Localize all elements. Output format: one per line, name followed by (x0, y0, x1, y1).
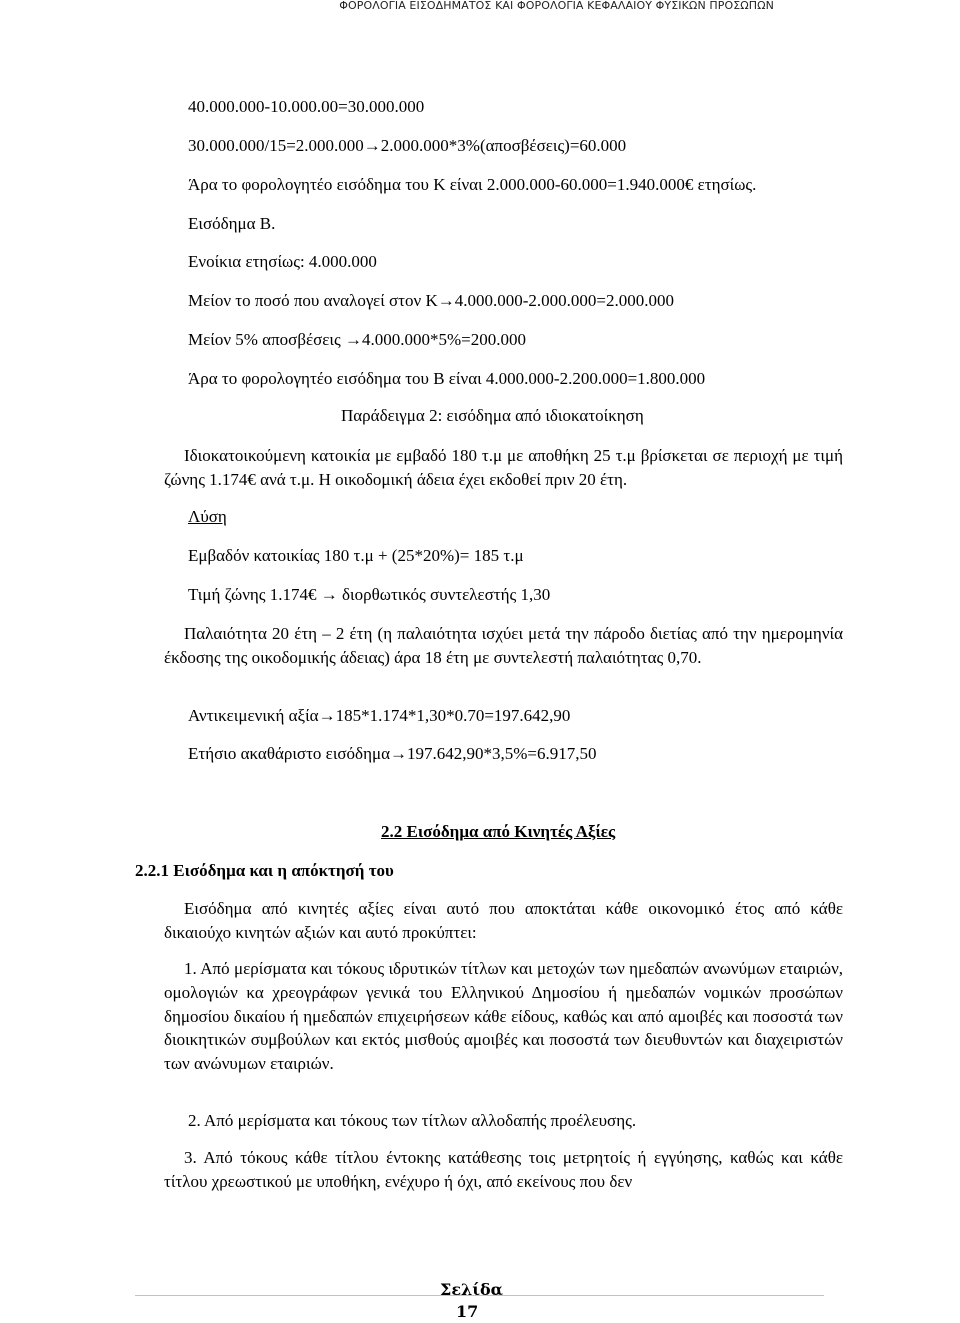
page-footer (440, 1279, 530, 1323)
example-2-statement: Ιδιοκατοικούμενη κατοικία με εμβαδό 180 τ.μ με αποθήκη 25 τ.μ βρίσκεται σε περιοχή με τιμή ζώνης 1.174€ ανά τ.μ. Η οικοδομική άδεια έχει εκδοθεί πριν 20 έτη. (164, 446, 843, 489)
section-intro: Εισόδημα από κινητές αξίες είναι αυτό που αποκτάται κάθε οικονομικό έτος από κάθε δικαιούχο κινητών αξιών και αυτό προκύπτει: (164, 899, 843, 942)
page-label: Σελίδα (440, 1280, 503, 1299)
annual-income: Ετήσιο ακαθάριστο εισόδημα→197.642,90*3,5%=6.917,50 (188, 744, 597, 763)
list-item-3: 3. Από τόκους κάθε τίτλου έντοκης κατάθεσης τοις μετρητοίς ή εγγύησης, καθώς και κάθε τίτλου χρεωστικού με υποθήκη, ενέχυρο ή όχι, από εκείνους που δεν (164, 1148, 843, 1191)
area-calc: Εμβαδόν κατοικίας 180 τ.μ + (25*20%)= 185 τ.μ (188, 546, 524, 565)
calc-line-8: Άρα το φορολογητέο εισόδημα του Β είναι 4.000.000-2.200.000=1.800.000 (188, 369, 706, 388)
section-2-2-heading: 2.2 Εισόδημα από Κινητές Αξίες (381, 822, 616, 841)
page-number: 17 (456, 1302, 479, 1321)
calc-line-2: 30.000.000/15=2.000.000→2.000.000*3%(αποσβέσεις)=60.000 (188, 136, 627, 155)
calc-line-1: 40.000.000-10.000.00=30.000.000 (188, 97, 425, 116)
list-item-1: 1. Από μερίσματα και τόκους ιδρυτικών τίτλων και μετοχών των ημεδαπών ανωνύμων εταιριών, ομολογιών κα χρεογράφων γενικά του Ελληνικού Δημοσίου ή ημεδαπών νομικών προσώπων δημοσίου δικαίου ή ημεδαπών επιχειρήσεων κάθε είδους, καθώς και από αμοιβές και ποσοστά των διοικητικών συμβούλων και εκτός μισθούς αμοιβές και ποσοστά των διευθυντών και διαχειριστών των ανώνυμων εταιριών. (164, 959, 843, 1074)
calc-line-6: Μείον το ποσό που αναλογεί στον Κ→4.000.000-2.000.000=2.000.000 (188, 291, 674, 310)
objective-value: Αντικειμενική αξία→185*1.174*1,30*0.70=197.642,90 (188, 706, 571, 725)
calc-line-5: Ενοίκια ετησίως: 4.000.000 (188, 252, 377, 271)
section-2-2-1-heading: 2.2.1 Εισόδημα και η απόκτησή του (135, 861, 394, 880)
list-item-2: 2. Από μερίσματα και τόκους των τίτλων αλλοδαπής προέλευσης. (188, 1111, 637, 1130)
running-header (0, 0, 960, 14)
calc-line-7: Μείον 5% αποσβέσεις →4.000.000*5%=200.000 (188, 330, 526, 349)
calc-line-3: Άρα το φορολογητέο εισόδημα του Κ είναι 2.000.000-60.000=1.940.000€ ετησίως. (188, 175, 757, 194)
calc-line-4: Εισόδημα Β. (188, 214, 276, 233)
zone-price: Τιμή ζώνης 1.174€ → διορθωτικός συντελεστής 1,30 (188, 585, 551, 604)
age-paragraph: Παλαιότητα 20 έτη – 2 έτη (η παλαιότητα ισχύει μετά την πάροδο διετίας από την ημερομηνία έκδοσης της οικοδομικής άδειας) άρα 18 έτη με συντελεστή παλαιότητας 0,70. (164, 624, 843, 667)
solution-label: Λύση (188, 507, 227, 526)
header-title: ΦΟΡΟΛΟΓΙΑ ΕΙΣΟΔΗΜΑΤΟΣ ΚΑΙ ΦΟΡΟΛΟΓΙΑ ΚΕΦΑΛΑΙΟΥ ΦΥΣΙΚΩΝ ΠΡΟΣΩΠΩΝ (339, 0, 774, 12)
example-2-title: Παράδειγμα 2: εισόδημα από ιδιοκατοίκηση (341, 406, 644, 425)
